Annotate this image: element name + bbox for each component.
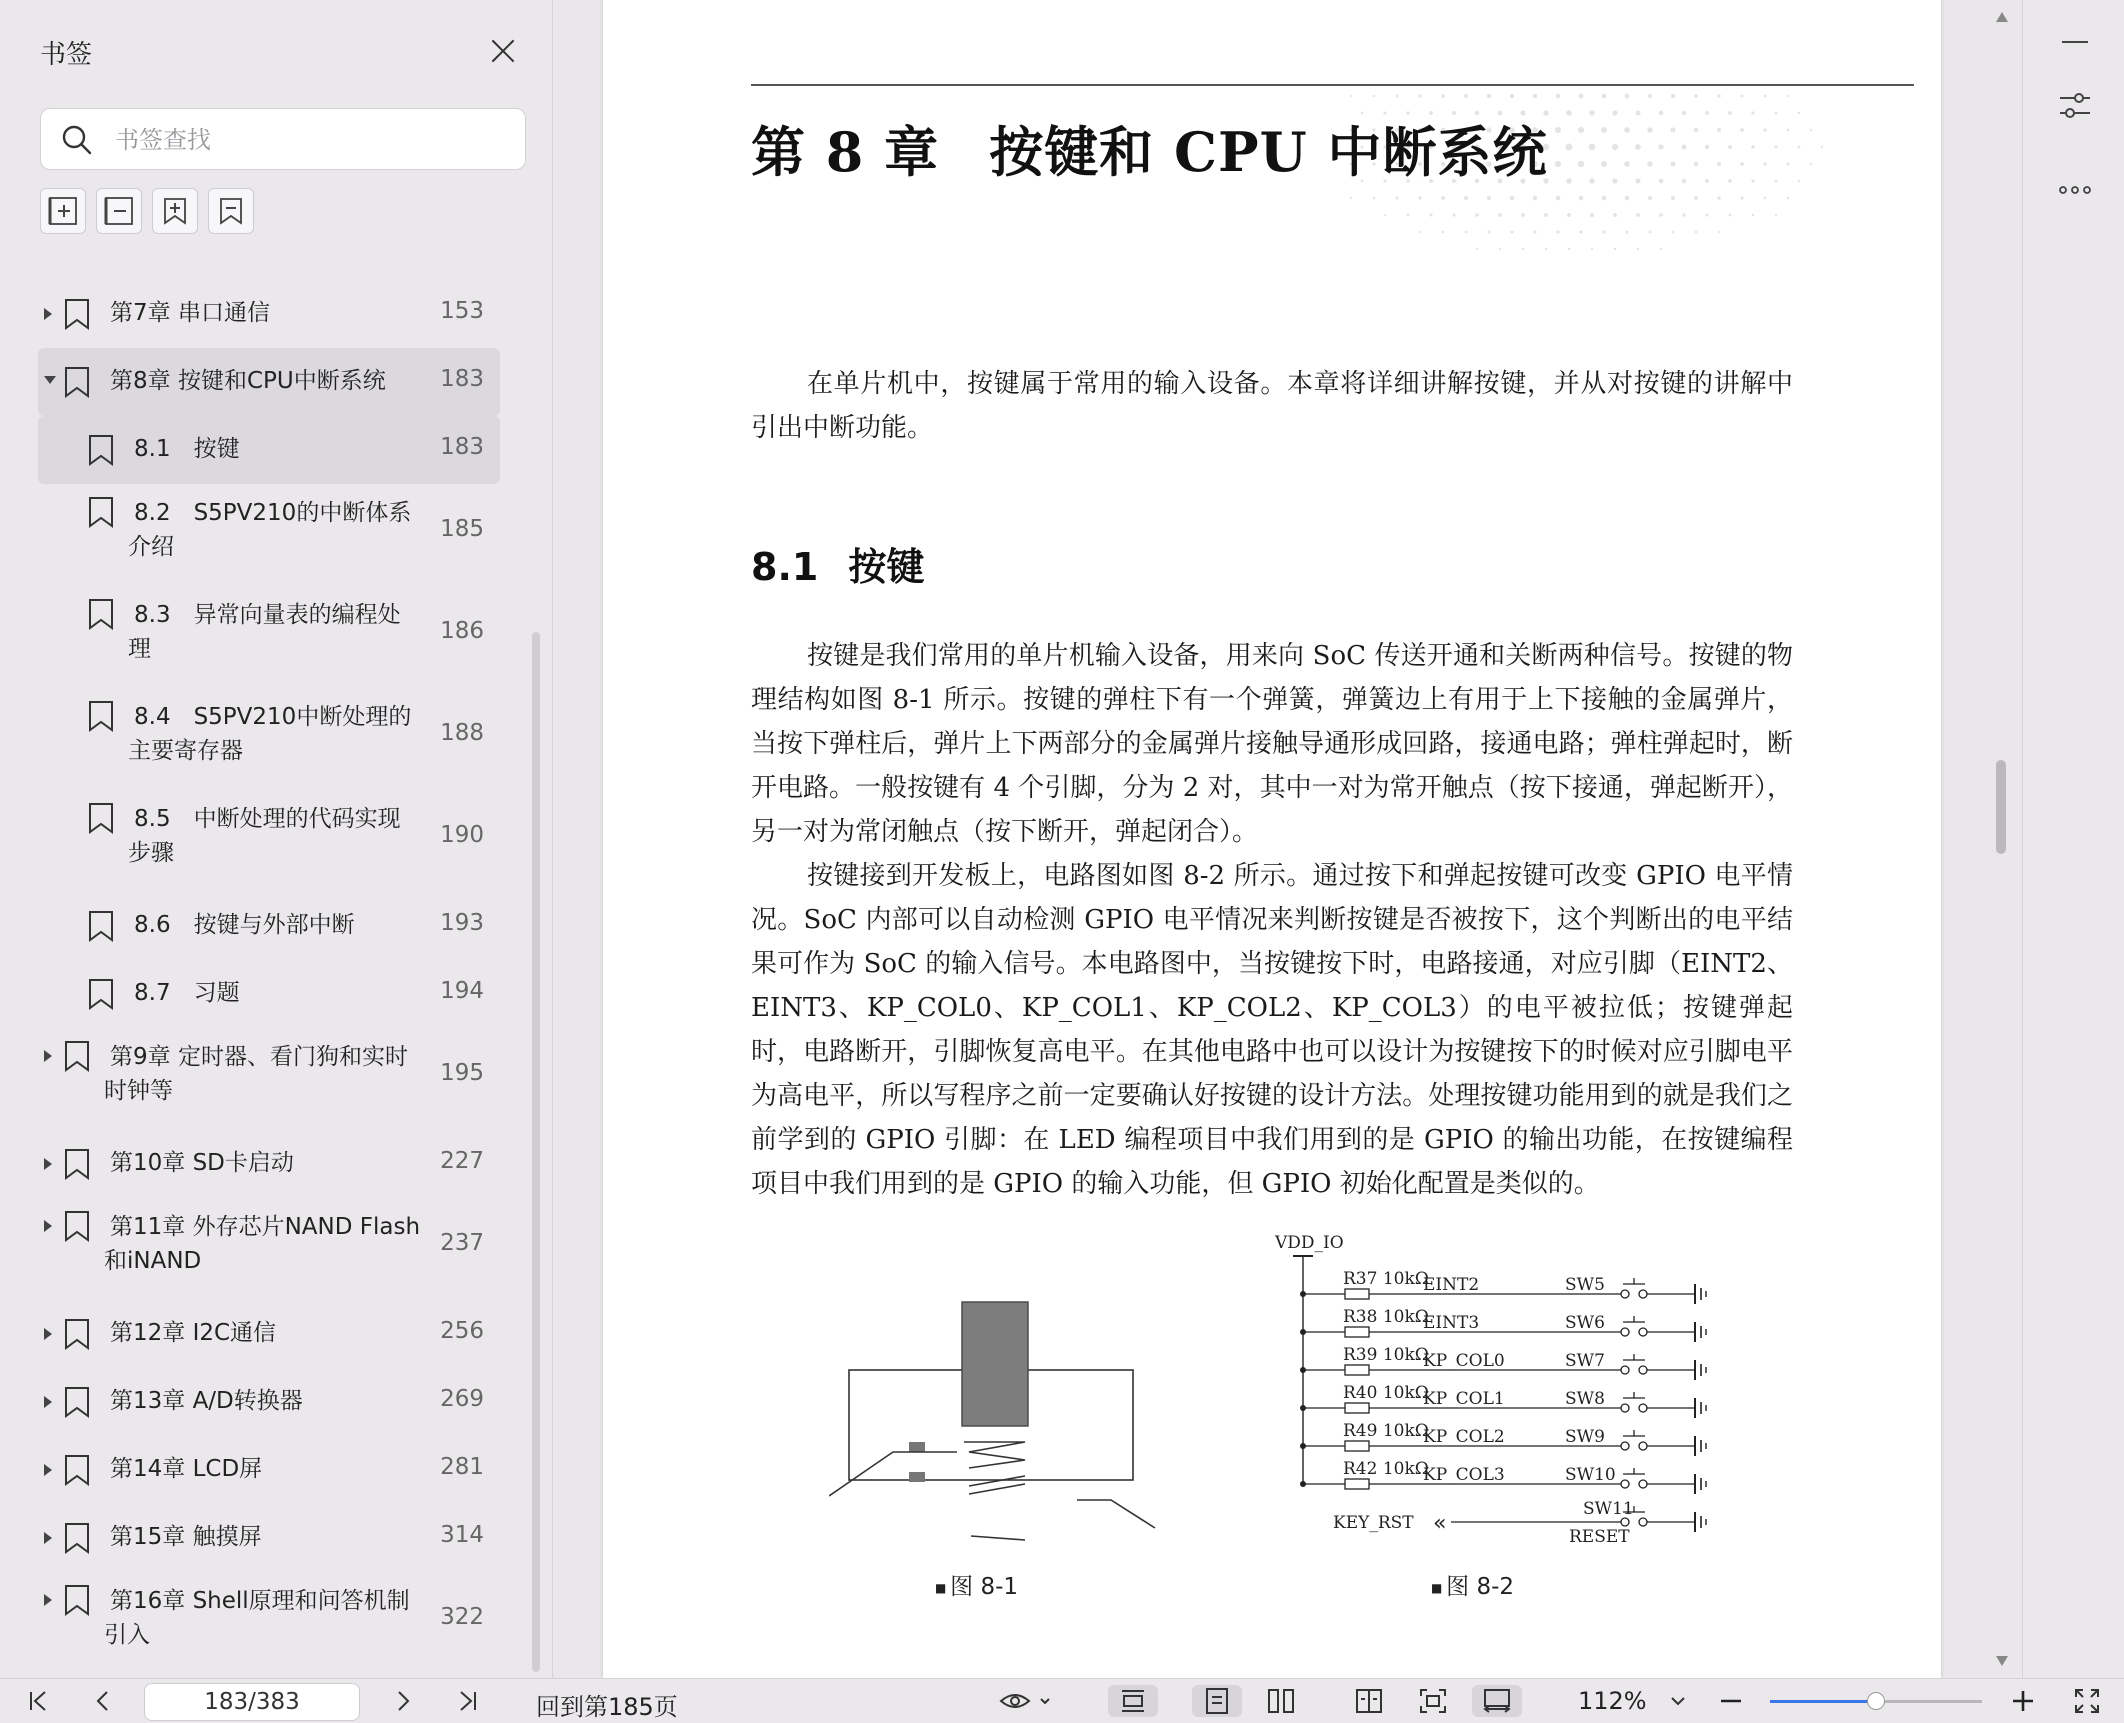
bookmark-label: 8.3 异常向量表的编程处 bbox=[134, 602, 401, 628]
bookmark-item[interactable] bbox=[38, 1436, 500, 1504]
switch-contact bbox=[1639, 1328, 1647, 1336]
bookmark-label: 第8章 按键和CPU中断系统 bbox=[110, 368, 386, 394]
bookmark-label-line2: 主要寄存器 bbox=[128, 738, 243, 764]
bookmark-label-line2: 介绍 bbox=[128, 534, 174, 560]
zoom-in-icon[interactable] bbox=[2006, 1685, 2040, 1717]
fit-width-icon[interactable] bbox=[1472, 1685, 1522, 1717]
bookmark-item[interactable] bbox=[38, 586, 500, 688]
bookmark-icon bbox=[88, 700, 114, 736]
bookmark-icon bbox=[88, 910, 114, 946]
bookmark-icon bbox=[64, 1040, 90, 1076]
bottom-toolbar bbox=[0, 1678, 2124, 1723]
bookmark-page-number: 186 bbox=[440, 618, 484, 644]
zoom-slider-knob[interactable] bbox=[1867, 1692, 1885, 1710]
collapse-arrow-icon[interactable] bbox=[44, 1158, 52, 1170]
bookmark-icon bbox=[64, 1318, 90, 1354]
bookmark-page-number: 195 bbox=[440, 1060, 484, 1086]
zoom-dropdown-chevron-icon[interactable] bbox=[1664, 1685, 1692, 1717]
continuous-scroll-icon[interactable] bbox=[1108, 1685, 1158, 1717]
chapter-name: 按键和 CPU 中断系统 bbox=[989, 120, 1548, 184]
bookmark-icon bbox=[64, 1522, 90, 1558]
resistor-icon bbox=[1345, 1327, 1369, 1337]
resistor-icon bbox=[1345, 1479, 1369, 1489]
switch-contact bbox=[1621, 1366, 1629, 1374]
bookmark-icon bbox=[64, 1386, 90, 1422]
bookmark-label: 第7章 串口通信 bbox=[110, 300, 270, 326]
bookmark-item[interactable] bbox=[38, 960, 500, 1028]
bookmark-icon[interactable] bbox=[208, 188, 254, 234]
switch-contact bbox=[1639, 1442, 1647, 1450]
figure-8-1-key-structure bbox=[829, 1290, 1159, 1550]
reset-switch-label: SW11 bbox=[1583, 1499, 1634, 1519]
switch-label: SW5 bbox=[1565, 1275, 1605, 1295]
bookmark-label-line2: 引入 bbox=[104, 1622, 150, 1648]
header-rule bbox=[751, 84, 1914, 86]
signal-label: KP_COL0 bbox=[1423, 1351, 1505, 1371]
body-paragraphs bbox=[751, 634, 1793, 1206]
bookmark-label: 第9章 定时器、看门狗和实时 bbox=[110, 1044, 408, 1070]
bookmark-label-line2: 时钟等 bbox=[104, 1078, 173, 1104]
zoom-out-icon[interactable] bbox=[1714, 1685, 1748, 1717]
bookmark-label: 8.1 按键 bbox=[134, 436, 240, 462]
bookmark-icon bbox=[64, 1454, 90, 1490]
bookmark-icon bbox=[88, 598, 114, 634]
bookmark-item[interactable] bbox=[38, 1198, 500, 1300]
bookmark-icon bbox=[88, 434, 114, 470]
bookmark-page-number: 314 bbox=[440, 1522, 484, 1548]
bookmark-label: 第10章 SD卡启动 bbox=[110, 1150, 294, 1176]
switch-contact bbox=[1621, 1328, 1629, 1336]
bookmark-page-number: 227 bbox=[440, 1148, 484, 1174]
eye-icon bbox=[999, 1689, 1059, 1713]
bookmark-label: 第15章 触摸屏 bbox=[110, 1524, 262, 1550]
close-icon[interactable] bbox=[486, 34, 520, 68]
body-paragraph-1: 按键是我们常用的单片机输入设备，用来向 SoC 传送开通和关断两种信号。按键的物理结构如图 8-1 所示。按键的弹柱下有一个弹簧，弹簧边上有用于上下接触的金属弹片，当按下弹柱后，弹片上下两部分的金属弹片接触导通形成回路，接通电路；弹柱弹起时，断开电路。一般按键有 4 个引脚，分为 2 对，其中一对为常开触点（按下接通，弹起断开），另一对为常闭触点（按下断开，弹起闭合）。 bbox=[751, 641, 1793, 847]
page-number-field[interactable]: 183/383 bbox=[144, 1683, 360, 1721]
bookmark-icon bbox=[88, 496, 114, 532]
next-page-icon[interactable] bbox=[386, 1685, 420, 1717]
bookmark-icon bbox=[88, 802, 114, 838]
collapse-all-icon[interactable] bbox=[96, 188, 142, 234]
bookmark-icon bbox=[64, 366, 90, 402]
sidebar-scrollbar[interactable] bbox=[532, 632, 540, 1672]
bookmark-item[interactable] bbox=[38, 484, 500, 586]
switch-contact bbox=[1639, 1290, 1647, 1298]
bookmark-label: 第14章 LCD屏 bbox=[110, 1456, 263, 1482]
previous-page-icon[interactable] bbox=[86, 1685, 120, 1717]
reset-switch-contact bbox=[1639, 1518, 1647, 1526]
fit-page-icon[interactable] bbox=[1408, 1685, 1458, 1717]
switch-contact bbox=[1639, 1366, 1647, 1374]
bookmark-item[interactable] bbox=[38, 348, 500, 416]
figure-8-2-caption: ■ 图 8-2 bbox=[1431, 1568, 1514, 1601]
bookmark-toolbar bbox=[40, 188, 254, 234]
bookmark-icon bbox=[64, 1148, 90, 1184]
bookmark-page-number: 193 bbox=[440, 910, 484, 936]
collapse-arrow-icon[interactable] bbox=[44, 1050, 52, 1062]
resistor-label: R39 10kΩ bbox=[1343, 1345, 1429, 1365]
document-page bbox=[603, 0, 1941, 1678]
zoom-slider[interactable] bbox=[1770, 1700, 1982, 1703]
bookmark-page-number: 188 bbox=[440, 720, 484, 746]
bookmark-icon bbox=[88, 978, 114, 1014]
bookmark-item[interactable] bbox=[38, 1028, 500, 1130]
collapse-arrow-icon[interactable] bbox=[44, 308, 52, 320]
chapter-title bbox=[751, 110, 1547, 187]
bookmark-label-line2: 步骤 bbox=[128, 840, 174, 866]
switch-label: SW10 bbox=[1565, 1465, 1616, 1485]
resistor-label: R49 10kΩ bbox=[1343, 1421, 1429, 1441]
minimize-icon[interactable] bbox=[2053, 20, 2097, 64]
first-page-icon[interactable] bbox=[22, 1685, 56, 1717]
body-paragraph-2: 按键接到开发板上，电路图如图 8-2 所示。通过按下和弹起按键可改变 GPIO 电平情况。SoC 内部可以自动检测 GPIO 电平情况来判断按键是否被按下，这个判断出的电平结果可作为 SoC 的输入信号。本电路图中，当按键按下时，电路接通，对应引脚（EINT2、EINT3、KP_COL0、KP_COL1、KP_COL2、KP_COL3）的电平被拉低；按键弹起时，电路断开，引脚恢复高电平。在其他电路中也可以设计为按键按下的时候对应引脚电平为高电平，所以写程序之前一定要确认好按键的设计方法。处理按键功能用到的就是我们之前学到的 GPIO 引脚：在 LED 编程项目中我们用到的是 GPIO 的输出功能，在按键编程项目中我们用到的是 GPIO 的输入功能，但 GPIO 初始化配置是类似的。 bbox=[751, 861, 1793, 1199]
document-scrollbar[interactable] bbox=[1982, 0, 2022, 1678]
bookmark-label: 8.4 S5PV210中断处理的 bbox=[134, 704, 412, 730]
collapse-arrow-icon[interactable] bbox=[44, 1328, 52, 1340]
bookmark-label: 8.5 中断处理的代码实现 bbox=[134, 806, 401, 832]
resistor-icon bbox=[1345, 1403, 1369, 1413]
expand-arrow-icon[interactable] bbox=[44, 376, 56, 384]
bookmark-label: 8.2 S5PV210的中断体系 bbox=[134, 500, 412, 526]
reset-switch-contact bbox=[1621, 1518, 1629, 1526]
collapse-arrow-icon[interactable] bbox=[44, 1220, 52, 1232]
signal-label: EINT2 bbox=[1423, 1275, 1480, 1295]
switch-contact bbox=[1639, 1480, 1647, 1488]
bookmark-label: 第11章 外存芯片NAND Flash bbox=[110, 1214, 421, 1240]
bookmark-page-number: 185 bbox=[440, 516, 484, 542]
bookmark-page-number: 237 bbox=[440, 1230, 484, 1256]
bookmark-item[interactable] bbox=[38, 688, 500, 790]
bookmark-page-number: 190 bbox=[440, 822, 484, 848]
collapse-arrow-icon[interactable] bbox=[44, 1594, 52, 1606]
expand-all-icon[interactable] bbox=[40, 188, 86, 234]
vdd-label: VDD_IO bbox=[1275, 1233, 1344, 1253]
bookmark-label: 8.6 按键与外部中断 bbox=[134, 912, 355, 938]
reset-name-label: RESET bbox=[1569, 1527, 1630, 1547]
switch-contact bbox=[1621, 1480, 1629, 1488]
bookmark-item[interactable] bbox=[38, 1368, 500, 1436]
signal-label: EINT3 bbox=[1423, 1313, 1480, 1333]
bookmark-page-number: 269 bbox=[440, 1386, 484, 1412]
collapse-arrow-icon[interactable] bbox=[44, 1396, 52, 1408]
fullscreen-icon[interactable] bbox=[2068, 1685, 2106, 1717]
bookmark-sidebar bbox=[0, 0, 553, 1678]
collapse-arrow-icon[interactable] bbox=[44, 1532, 52, 1544]
right-tool-rail bbox=[2022, 0, 2124, 1678]
bookmark-item[interactable] bbox=[38, 1300, 500, 1368]
figure-8-2-circuit bbox=[1263, 1228, 1733, 1558]
figure-8-1-caption: ■ 图 8-1 bbox=[935, 1568, 1018, 1601]
last-page-icon[interactable] bbox=[450, 1685, 484, 1717]
intro-text: 在单片机中，按键属于常用的输入设备。本章将详细讲解按键，并从对按键的讲解中引出中断功能。 bbox=[751, 369, 1793, 443]
bookmark-item[interactable] bbox=[38, 790, 500, 892]
signal-label: KP_COL3 bbox=[1423, 1465, 1505, 1485]
bookmark-page-number: 322 bbox=[440, 1604, 484, 1630]
resistor-icon bbox=[1345, 1441, 1369, 1451]
book-view-icon[interactable] bbox=[1344, 1685, 1394, 1717]
switch-label: SW7 bbox=[1565, 1351, 1605, 1371]
switch-label: SW6 bbox=[1565, 1313, 1605, 1333]
bookmark-search-input[interactable] bbox=[113, 119, 507, 161]
section-title bbox=[751, 536, 924, 591]
zoom-slider-fill bbox=[1770, 1700, 1876, 1703]
add-bookmark-icon[interactable] bbox=[152, 188, 198, 234]
bookmark-item[interactable] bbox=[38, 892, 500, 960]
bookmark-label: 第12章 I2C通信 bbox=[110, 1320, 277, 1346]
bookmark-list bbox=[38, 280, 500, 1674]
chapter-number: 第 8 章 bbox=[751, 120, 940, 184]
intro-paragraph bbox=[751, 362, 1793, 450]
bookmark-page-number: 183 bbox=[440, 434, 484, 460]
switch-contact bbox=[1639, 1404, 1647, 1412]
reset-signal-label: KEY_RST bbox=[1333, 1513, 1414, 1533]
bookmark-item[interactable] bbox=[38, 1130, 500, 1198]
bookmark-icon bbox=[64, 298, 90, 334]
switch-label: SW8 bbox=[1565, 1389, 1605, 1409]
resistor-icon bbox=[1345, 1365, 1369, 1375]
bookmark-label: 第16章 Shell原理和问答机制 bbox=[110, 1588, 410, 1614]
scroll-up-arrow-icon[interactable] bbox=[1996, 12, 2008, 22]
bookmark-page-number: 281 bbox=[440, 1454, 484, 1480]
bookmark-item[interactable] bbox=[38, 1504, 500, 1572]
bookmark-item[interactable] bbox=[38, 1572, 500, 1674]
two-page-icon[interactable] bbox=[1256, 1685, 1306, 1717]
switch-label: SW9 bbox=[1565, 1427, 1605, 1447]
zoom-level-value[interactable]: 112% bbox=[1578, 1687, 1647, 1715]
search-icon bbox=[61, 124, 93, 156]
bookmark-search-box[interactable] bbox=[40, 108, 526, 170]
collapse-arrow-icon[interactable] bbox=[44, 1464, 52, 1476]
goto-page-link[interactable]: 回到第185页 bbox=[536, 1693, 678, 1721]
resistor-label: R38 10kΩ bbox=[1343, 1307, 1429, 1327]
resistor-label: R37 10kΩ bbox=[1343, 1269, 1429, 1289]
scroll-thumb[interactable] bbox=[1996, 760, 2006, 854]
bookmark-item[interactable] bbox=[38, 280, 500, 348]
bookmark-page-number: 153 bbox=[440, 298, 484, 324]
switch-contact bbox=[1621, 1290, 1629, 1298]
signal-label: KP_COL2 bbox=[1423, 1427, 1505, 1447]
bookmark-label-line2: 理 bbox=[128, 636, 151, 662]
double-arrow-icon: « bbox=[1433, 1511, 1447, 1536]
bookmark-page-number: 256 bbox=[440, 1318, 484, 1344]
switch-contact bbox=[1621, 1404, 1629, 1412]
signal-label: KP_COL1 bbox=[1423, 1389, 1505, 1409]
settings-sliders-icon[interactable] bbox=[2053, 84, 2097, 128]
bookmark-label-line2: 和iNAND bbox=[104, 1248, 202, 1274]
bookmark-icon bbox=[64, 1584, 90, 1620]
resistor-label: R40 10kΩ bbox=[1343, 1383, 1429, 1403]
section-name: 按键 bbox=[848, 545, 925, 589]
sidebar-title: 书签 bbox=[40, 40, 93, 70]
resistor-label: R42 10kΩ bbox=[1343, 1459, 1429, 1479]
bookmark-label: 8.7 习题 bbox=[134, 980, 240, 1006]
scroll-down-arrow-icon[interactable] bbox=[1996, 1656, 2008, 1666]
bookmark-label: 第13章 A/D转换器 bbox=[110, 1388, 303, 1414]
view-mode-dropdown[interactable] bbox=[998, 1685, 1060, 1717]
section-number: 8.1 bbox=[751, 545, 819, 589]
bookmark-page-number: 183 bbox=[440, 366, 484, 392]
bookmark-icon bbox=[64, 1210, 90, 1246]
switch-contact bbox=[1621, 1442, 1629, 1450]
resistor-icon bbox=[1345, 1289, 1369, 1299]
single-page-icon[interactable] bbox=[1192, 1685, 1242, 1717]
bookmark-item[interactable] bbox=[38, 416, 500, 484]
bookmark-page-number: 194 bbox=[440, 978, 484, 1004]
more-options-icon[interactable] bbox=[2053, 168, 2097, 212]
